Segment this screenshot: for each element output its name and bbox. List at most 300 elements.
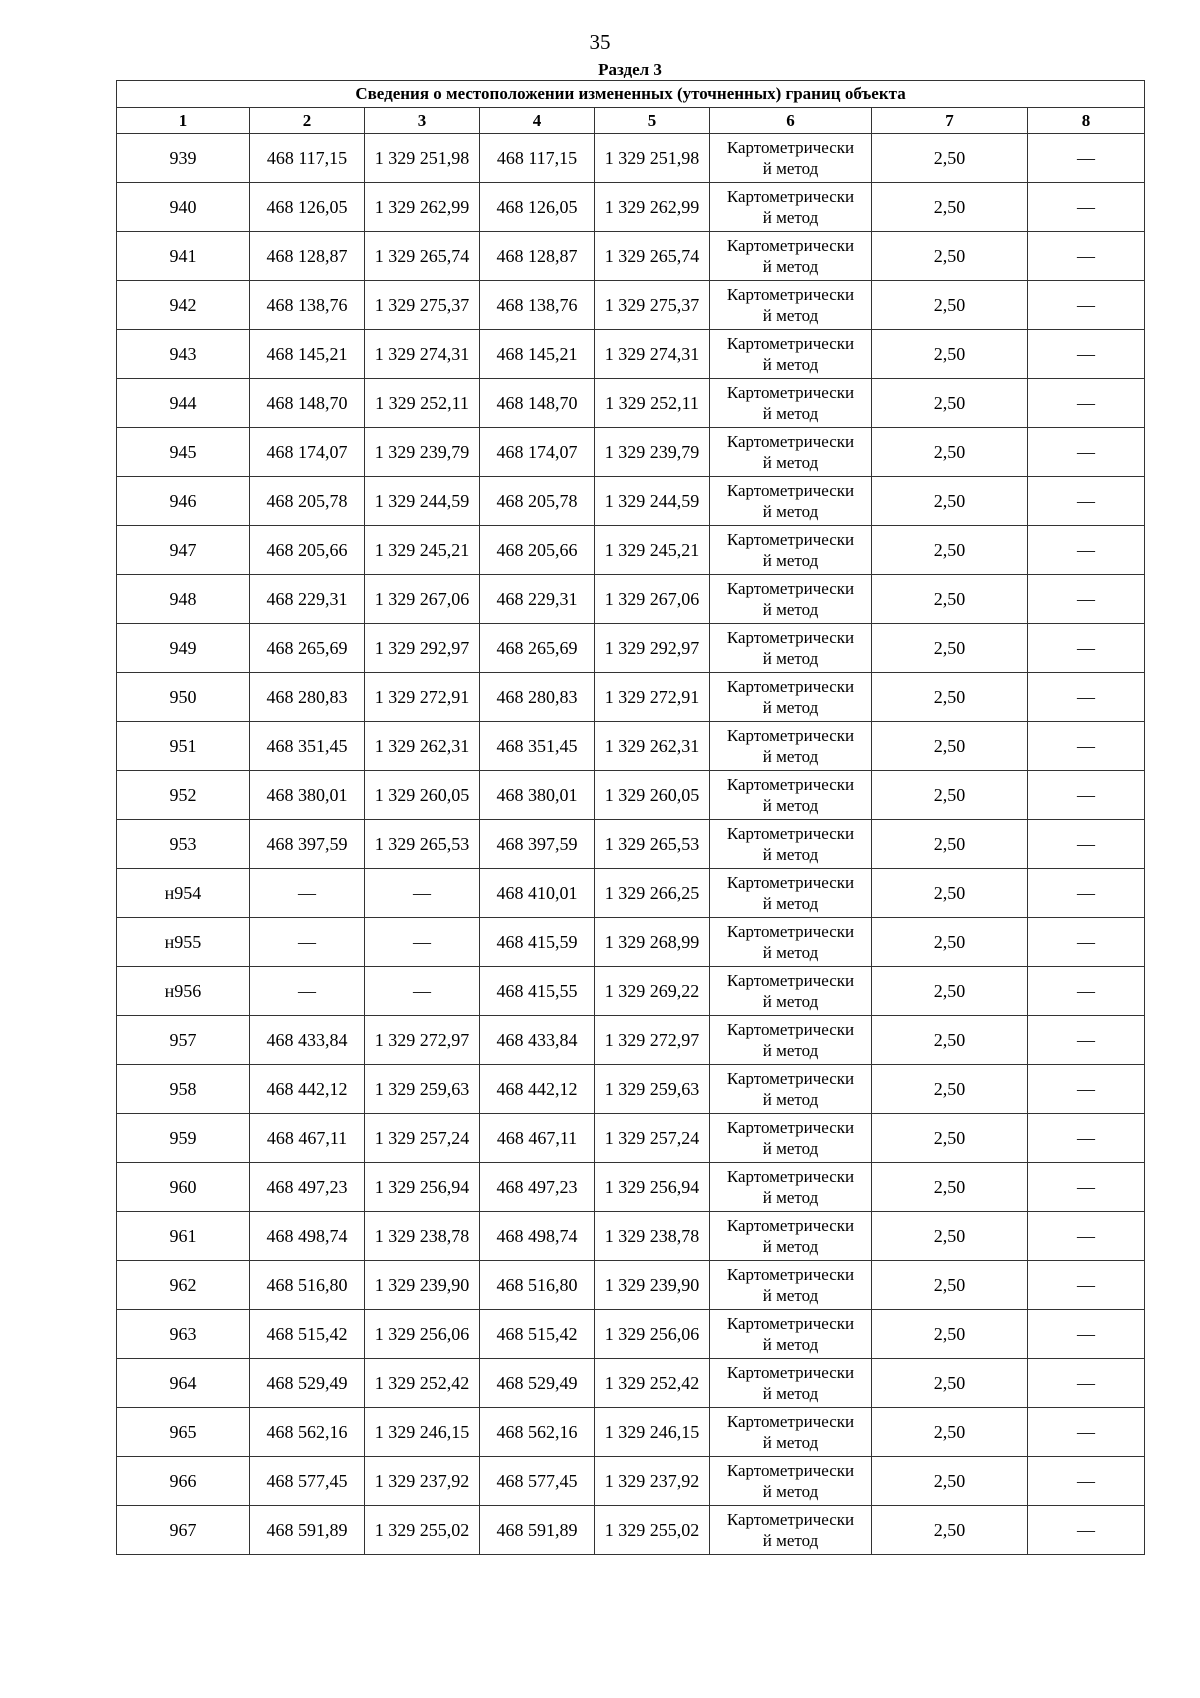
method-line: Картометрически — [726, 187, 855, 206]
table-row — [117, 624, 1145, 673]
accuracy-cell: 2,50 — [872, 183, 1028, 232]
point-number-cell: 961 — [117, 1212, 250, 1261]
note-cell: — — [1028, 771, 1145, 820]
y-refined-cell: 1 329 245,21 — [595, 526, 710, 575]
x-refined-cell: 468 516,80 — [480, 1261, 595, 1310]
column-number: 7 — [872, 108, 1028, 134]
method-line: й метод — [762, 1237, 819, 1256]
y-refined-cell: 1 329 265,74 — [595, 232, 710, 281]
method-line: Картометрически — [726, 481, 855, 500]
y-refined-cell: 1 329 267,06 — [595, 575, 710, 624]
method-cell — [710, 624, 872, 673]
y-refined-cell: 1 329 272,97 — [595, 1016, 710, 1065]
accuracy-cell: 2,50 — [872, 1261, 1028, 1310]
point-number-cell: 951 — [117, 722, 250, 771]
x-existing-cell: 468 591,89 — [250, 1506, 365, 1555]
method-cell — [710, 1163, 872, 1212]
point-number-cell: 952 — [117, 771, 250, 820]
method-cell — [710, 1359, 872, 1408]
method-line: Картометрически — [726, 1265, 855, 1284]
method-line: Картометрически — [726, 1118, 855, 1137]
x-existing-cell: 468 265,69 — [250, 624, 365, 673]
accuracy-cell: 2,50 — [872, 771, 1028, 820]
note-cell: — — [1028, 575, 1145, 624]
point-number-cell: 948 — [117, 575, 250, 624]
table-row — [117, 722, 1145, 771]
note-cell: — — [1028, 869, 1145, 918]
method-line: Картометрически — [726, 971, 855, 990]
note-cell: — — [1028, 134, 1145, 183]
table-row — [117, 575, 1145, 624]
accuracy-cell: 2,50 — [872, 820, 1028, 869]
method-line: й метод — [762, 1188, 819, 1207]
table-row — [117, 1163, 1145, 1212]
method-line: Картометрически — [726, 1510, 855, 1529]
table-row — [117, 232, 1145, 281]
x-refined-cell: 468 145,21 — [480, 330, 595, 379]
note-cell: — — [1028, 183, 1145, 232]
method-line: Картометрически — [726, 530, 855, 549]
x-refined-cell: 468 515,42 — [480, 1310, 595, 1359]
y-existing-cell: 1 329 257,24 — [365, 1114, 480, 1163]
x-existing-cell: 468 117,15 — [250, 134, 365, 183]
x-refined-cell: 468 442,12 — [480, 1065, 595, 1114]
method-cell — [710, 820, 872, 869]
note-cell: — — [1028, 1408, 1145, 1457]
y-refined-cell: 1 329 252,42 — [595, 1359, 710, 1408]
accuracy-cell: 2,50 — [872, 575, 1028, 624]
point-number-cell: 941 — [117, 232, 250, 281]
method-line: й метод — [762, 306, 819, 325]
table-row — [117, 281, 1145, 330]
x-existing-cell: 468 529,49 — [250, 1359, 365, 1408]
accuracy-cell: 2,50 — [872, 918, 1028, 967]
point-number-cell: 953 — [117, 820, 250, 869]
method-line: Картометрически — [726, 922, 855, 941]
point-number-cell: 958 — [117, 1065, 250, 1114]
point-number-cell: 963 — [117, 1310, 250, 1359]
table-row — [117, 918, 1145, 967]
column-number: 4 — [480, 108, 595, 134]
accuracy-cell: 2,50 — [872, 1408, 1028, 1457]
table-row — [117, 183, 1145, 232]
accuracy-cell: 2,50 — [872, 1065, 1028, 1114]
note-cell: — — [1028, 918, 1145, 967]
column-number: 2 — [250, 108, 365, 134]
x-existing-cell: 468 174,07 — [250, 428, 365, 477]
note-cell: — — [1028, 1163, 1145, 1212]
method-line: Картометрически — [726, 383, 855, 402]
method-line: й метод — [762, 943, 819, 962]
x-existing-cell: 468 138,76 — [250, 281, 365, 330]
y-existing-cell: 1 329 265,74 — [365, 232, 480, 281]
x-refined-cell: 468 148,70 — [480, 379, 595, 428]
accuracy-cell: 2,50 — [872, 1457, 1028, 1506]
y-existing-cell: 1 329 267,06 — [365, 575, 480, 624]
x-existing-cell: — — [250, 869, 365, 918]
y-refined-cell: 1 329 266,25 — [595, 869, 710, 918]
method-line: й метод — [762, 1482, 819, 1501]
method-cell — [710, 526, 872, 575]
column-number-row — [117, 108, 1145, 134]
table-row — [117, 1065, 1145, 1114]
table-row — [117, 477, 1145, 526]
y-existing-cell: 1 329 259,63 — [365, 1065, 480, 1114]
method-line: й метод — [762, 1139, 819, 1158]
x-refined-cell: 468 497,23 — [480, 1163, 595, 1212]
point-number-cell: 957 — [117, 1016, 250, 1065]
accuracy-cell: 2,50 — [872, 1016, 1028, 1065]
section-title: Раздел 3 — [598, 60, 662, 79]
y-refined-cell: 1 329 256,06 — [595, 1310, 710, 1359]
method-line: й метод — [762, 649, 819, 668]
method-cell — [710, 1506, 872, 1555]
table-row — [117, 967, 1145, 1016]
column-number: 1 — [117, 108, 250, 134]
point-number-cell: 939 — [117, 134, 250, 183]
y-existing-cell: 1 329 274,31 — [365, 330, 480, 379]
note-cell: — — [1028, 967, 1145, 1016]
method-line: й метод — [762, 502, 819, 521]
note-cell: — — [1028, 1359, 1145, 1408]
note-cell: — — [1028, 1261, 1145, 1310]
x-existing-cell: 468 577,45 — [250, 1457, 365, 1506]
method-line: Картометрически — [726, 1216, 855, 1235]
point-number-cell: н956 — [117, 967, 250, 1016]
x-existing-cell: 468 442,12 — [250, 1065, 365, 1114]
method-cell — [710, 134, 872, 183]
method-cell — [710, 1114, 872, 1163]
note-cell: — — [1028, 232, 1145, 281]
method-line: й метод — [762, 355, 819, 374]
y-refined-cell: 1 329 262,31 — [595, 722, 710, 771]
x-refined-cell: 468 205,66 — [480, 526, 595, 575]
y-refined-cell: 1 329 259,63 — [595, 1065, 710, 1114]
y-existing-cell: 1 329 272,91 — [365, 673, 480, 722]
x-refined-cell: 468 174,07 — [480, 428, 595, 477]
method-line: Картометрически — [726, 334, 855, 353]
note-cell: — — [1028, 428, 1145, 477]
accuracy-cell: 2,50 — [872, 232, 1028, 281]
method-cell — [710, 1408, 872, 1457]
x-refined-cell: 468 415,55 — [480, 967, 595, 1016]
method-line: Картометрически — [726, 1069, 855, 1088]
note-cell: — — [1028, 526, 1145, 575]
point-number-cell: 949 — [117, 624, 250, 673]
method-cell — [710, 281, 872, 330]
method-line: й метод — [762, 747, 819, 766]
point-number-cell: н954 — [117, 869, 250, 918]
method-cell — [710, 330, 872, 379]
method-line: й метод — [762, 453, 819, 472]
accuracy-cell: 2,50 — [872, 1163, 1028, 1212]
x-existing-cell: 468 229,31 — [250, 575, 365, 624]
x-existing-cell: 468 205,78 — [250, 477, 365, 526]
accuracy-cell: 2,50 — [872, 1212, 1028, 1261]
x-existing-cell: 468 497,23 — [250, 1163, 365, 1212]
point-number-cell: 940 — [117, 183, 250, 232]
point-number-cell: 966 — [117, 1457, 250, 1506]
y-existing-cell: 1 329 237,92 — [365, 1457, 480, 1506]
method-line: й метод — [762, 208, 819, 227]
y-existing-cell: — — [365, 918, 480, 967]
x-refined-cell: 468 229,31 — [480, 575, 595, 624]
x-existing-cell: 468 351,45 — [250, 722, 365, 771]
method-line: й метод — [762, 257, 819, 276]
x-refined-cell: 468 397,59 — [480, 820, 595, 869]
x-existing-cell: 468 467,11 — [250, 1114, 365, 1163]
y-existing-cell: 1 329 262,99 — [365, 183, 480, 232]
method-line: Картометрически — [726, 628, 855, 647]
y-refined-cell: 1 329 292,97 — [595, 624, 710, 673]
x-refined-cell: 468 577,45 — [480, 1457, 595, 1506]
x-existing-cell: 468 205,66 — [250, 526, 365, 575]
method-cell — [710, 575, 872, 624]
note-cell: — — [1028, 1065, 1145, 1114]
method-line: й метод — [762, 992, 819, 1011]
note-cell: — — [1028, 379, 1145, 428]
table-row — [117, 771, 1145, 820]
x-existing-cell: 468 380,01 — [250, 771, 365, 820]
x-existing-cell: 468 433,84 — [250, 1016, 365, 1065]
y-existing-cell: 1 329 262,31 — [365, 722, 480, 771]
point-number-cell: 960 — [117, 1163, 250, 1212]
table-body — [117, 134, 1145, 1555]
method-line: й метод — [762, 698, 819, 717]
point-number-cell: 959 — [117, 1114, 250, 1163]
method-line: й метод — [762, 600, 819, 619]
column-number: 5 — [595, 108, 710, 134]
accuracy-cell: 2,50 — [872, 624, 1028, 673]
boundary-coordinates-table — [116, 80, 1145, 1555]
method-line: Картометрически — [726, 236, 855, 255]
y-existing-cell: 1 329 238,78 — [365, 1212, 480, 1261]
accuracy-cell: 2,50 — [872, 330, 1028, 379]
accuracy-cell: 2,50 — [872, 526, 1028, 575]
x-existing-cell: — — [250, 918, 365, 967]
column-number: 6 — [710, 108, 872, 134]
note-cell: — — [1028, 1457, 1145, 1506]
x-existing-cell: 468 128,87 — [250, 232, 365, 281]
method-cell — [710, 183, 872, 232]
point-number-cell: 943 — [117, 330, 250, 379]
point-number-cell: 967 — [117, 1506, 250, 1555]
method-cell — [710, 1457, 872, 1506]
note-cell: — — [1028, 477, 1145, 526]
table-row — [117, 673, 1145, 722]
accuracy-cell: 2,50 — [872, 477, 1028, 526]
table-caption: Сведения о местоположении измененных (уточненных) границ объекта — [117, 81, 1145, 108]
x-existing-cell: 468 126,05 — [250, 183, 365, 232]
x-refined-cell: 468 205,78 — [480, 477, 595, 526]
column-number: 8 — [1028, 108, 1145, 134]
method-line: Картометрически — [726, 1363, 855, 1382]
table-row — [117, 820, 1145, 869]
table-row — [117, 1114, 1145, 1163]
y-refined-cell: 1 329 237,92 — [595, 1457, 710, 1506]
accuracy-cell: 2,50 — [872, 134, 1028, 183]
method-line: й метод — [762, 1531, 819, 1550]
method-cell — [710, 428, 872, 477]
method-cell — [710, 967, 872, 1016]
y-refined-cell: 1 329 260,05 — [595, 771, 710, 820]
method-cell — [710, 673, 872, 722]
method-line: й метод — [762, 1286, 819, 1305]
y-existing-cell: 1 329 251,98 — [365, 134, 480, 183]
method-line: й метод — [762, 1335, 819, 1354]
accuracy-cell: 2,50 — [872, 428, 1028, 477]
table-row — [117, 330, 1145, 379]
column-number: 3 — [365, 108, 480, 134]
y-existing-cell: 1 329 256,94 — [365, 1163, 480, 1212]
x-existing-cell: 468 516,80 — [250, 1261, 365, 1310]
x-refined-cell: 468 126,05 — [480, 183, 595, 232]
page-number: 35 — [589, 30, 611, 54]
note-cell: — — [1028, 1114, 1145, 1163]
point-number-cell: 942 — [117, 281, 250, 330]
y-refined-cell: 1 329 252,11 — [595, 379, 710, 428]
point-number-cell: 964 — [117, 1359, 250, 1408]
method-line: й метод — [762, 1433, 819, 1452]
point-number-cell: 945 — [117, 428, 250, 477]
note-cell: — — [1028, 1310, 1145, 1359]
method-cell — [710, 869, 872, 918]
method-cell — [710, 477, 872, 526]
method-line: Картометрически — [726, 1167, 855, 1186]
note-cell: — — [1028, 1016, 1145, 1065]
y-refined-cell: 1 329 275,37 — [595, 281, 710, 330]
x-existing-cell: 468 562,16 — [250, 1408, 365, 1457]
accuracy-cell: 2,50 — [872, 1506, 1028, 1555]
method-line: Картометрически — [726, 775, 855, 794]
point-number-cell: 947 — [117, 526, 250, 575]
note-cell: — — [1028, 330, 1145, 379]
method-cell — [710, 379, 872, 428]
y-existing-cell: 1 329 252,42 — [365, 1359, 480, 1408]
x-refined-cell: 468 433,84 — [480, 1016, 595, 1065]
accuracy-cell: 2,50 — [872, 869, 1028, 918]
y-existing-cell: 1 329 239,90 — [365, 1261, 480, 1310]
y-existing-cell: 1 329 239,79 — [365, 428, 480, 477]
y-existing-cell: — — [365, 869, 480, 918]
table-row — [117, 379, 1145, 428]
x-refined-cell: 468 529,49 — [480, 1359, 595, 1408]
table-row — [117, 134, 1145, 183]
y-existing-cell: 1 329 255,02 — [365, 1506, 480, 1555]
y-existing-cell: 1 329 246,15 — [365, 1408, 480, 1457]
y-refined-cell: 1 329 239,79 — [595, 428, 710, 477]
method-cell — [710, 722, 872, 771]
y-existing-cell: 1 329 256,06 — [365, 1310, 480, 1359]
method-line: Картометрически — [726, 1461, 855, 1480]
y-refined-cell: 1 329 256,94 — [595, 1163, 710, 1212]
x-refined-cell: 468 117,15 — [480, 134, 595, 183]
x-refined-cell: 468 467,11 — [480, 1114, 595, 1163]
y-refined-cell: 1 329 274,31 — [595, 330, 710, 379]
y-refined-cell: 1 329 251,98 — [595, 134, 710, 183]
y-refined-cell: 1 329 244,59 — [595, 477, 710, 526]
y-refined-cell: 1 329 239,90 — [595, 1261, 710, 1310]
note-cell: — — [1028, 624, 1145, 673]
table-row — [117, 1408, 1145, 1457]
x-refined-cell: 468 128,87 — [480, 232, 595, 281]
method-line: Картометрически — [726, 432, 855, 451]
table-row — [117, 1457, 1145, 1506]
method-line: Картометрически — [726, 1020, 855, 1039]
method-cell — [710, 1212, 872, 1261]
x-refined-cell: 468 410,01 — [480, 869, 595, 918]
accuracy-cell: 2,50 — [872, 1310, 1028, 1359]
note-cell: — — [1028, 820, 1145, 869]
method-cell — [710, 1065, 872, 1114]
method-line: Картометрически — [726, 726, 855, 745]
y-existing-cell: 1 329 260,05 — [365, 771, 480, 820]
method-line: Картометрически — [726, 824, 855, 843]
method-cell — [710, 771, 872, 820]
point-number-cell: 965 — [117, 1408, 250, 1457]
table-row — [117, 869, 1145, 918]
accuracy-cell: 2,50 — [872, 722, 1028, 771]
y-refined-cell: 1 329 269,22 — [595, 967, 710, 1016]
method-line: й метод — [762, 404, 819, 423]
method-line: Картометрически — [726, 1412, 855, 1431]
y-refined-cell: 1 329 257,24 — [595, 1114, 710, 1163]
method-cell — [710, 1310, 872, 1359]
accuracy-cell: 2,50 — [872, 1114, 1028, 1163]
accuracy-cell: 2,50 — [872, 673, 1028, 722]
accuracy-cell: 2,50 — [872, 967, 1028, 1016]
table-row — [117, 1506, 1145, 1555]
x-existing-cell: — — [250, 967, 365, 1016]
x-refined-cell: 468 380,01 — [480, 771, 595, 820]
table-row — [117, 1261, 1145, 1310]
y-existing-cell: 1 329 245,21 — [365, 526, 480, 575]
method-line: Картометрически — [726, 677, 855, 696]
note-cell: — — [1028, 1212, 1145, 1261]
note-cell: — — [1028, 1506, 1145, 1555]
accuracy-cell: 2,50 — [872, 379, 1028, 428]
point-number-cell: 962 — [117, 1261, 250, 1310]
table-row — [117, 1310, 1145, 1359]
y-existing-cell: 1 329 265,53 — [365, 820, 480, 869]
method-line: Картометрически — [726, 873, 855, 892]
y-refined-cell: 1 329 268,99 — [595, 918, 710, 967]
accuracy-cell: 2,50 — [872, 281, 1028, 330]
method-cell — [710, 232, 872, 281]
method-line: Картометрически — [726, 285, 855, 304]
accuracy-cell: 2,50 — [872, 1359, 1028, 1408]
table-row — [117, 1359, 1145, 1408]
note-cell: — — [1028, 281, 1145, 330]
x-existing-cell: 468 280,83 — [250, 673, 365, 722]
point-number-cell: 946 — [117, 477, 250, 526]
table-row — [117, 1016, 1145, 1065]
y-refined-cell: 1 329 246,15 — [595, 1408, 710, 1457]
y-existing-cell: 1 329 272,97 — [365, 1016, 480, 1065]
x-existing-cell: 468 498,74 — [250, 1212, 365, 1261]
method-line: й метод — [762, 796, 819, 815]
x-refined-cell: 468 415,59 — [480, 918, 595, 967]
method-cell — [710, 1016, 872, 1065]
y-existing-cell: 1 329 252,11 — [365, 379, 480, 428]
note-cell: — — [1028, 722, 1145, 771]
x-existing-cell: 468 515,42 — [250, 1310, 365, 1359]
y-existing-cell: — — [365, 967, 480, 1016]
method-line: й метод — [762, 1384, 819, 1403]
point-number-cell: 950 — [117, 673, 250, 722]
table-row — [117, 1212, 1145, 1261]
y-refined-cell: 1 329 272,91 — [595, 673, 710, 722]
